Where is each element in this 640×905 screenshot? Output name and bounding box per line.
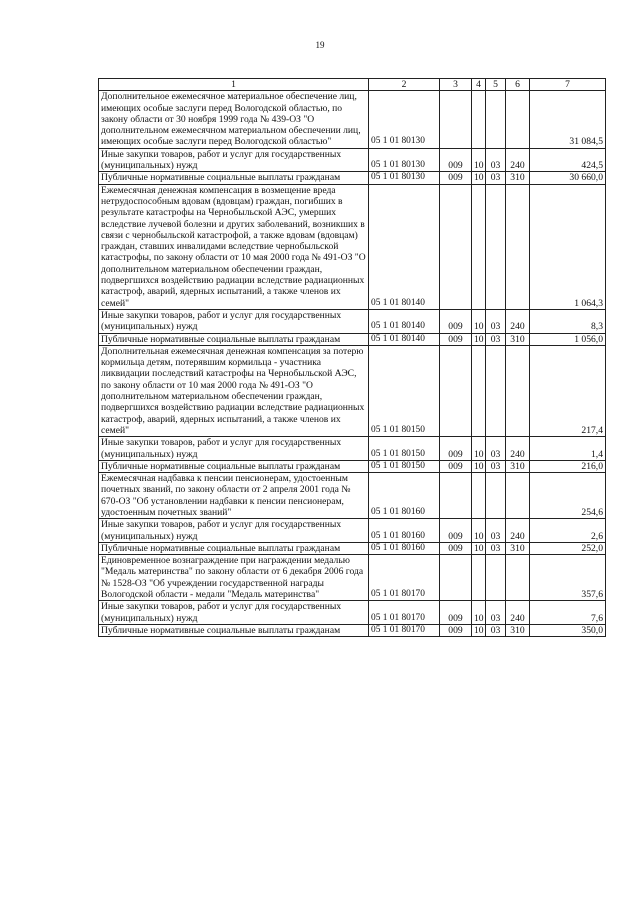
cell-c5 bbox=[486, 345, 506, 436]
cell-c5: 03 bbox=[486, 601, 506, 625]
cell-c3: 009 bbox=[440, 519, 472, 543]
cell-c6: 310 bbox=[506, 460, 530, 472]
table-row bbox=[99, 345, 606, 436]
cell-c3: 009 bbox=[440, 624, 472, 636]
cell-amount: 1 056,0 bbox=[530, 333, 606, 345]
cell-name: Публичные нормативные социальные выплаты гражданам bbox=[99, 333, 369, 345]
header-cell: 1 bbox=[99, 79, 369, 91]
cell-name: Публичные нормативные социальные выплаты гражданам bbox=[99, 172, 369, 184]
cell-c3: 009 bbox=[440, 437, 472, 461]
header-cell: 3 bbox=[440, 79, 472, 91]
cell-c6: 240 bbox=[506, 309, 530, 333]
cell-name: Публичные нормативные социальные выплаты гражданам bbox=[99, 542, 369, 554]
cell-name: Иные закупки товаров, работ и услуг для государственных (муниципальных) нужд bbox=[99, 148, 369, 172]
cell-c6: 240 bbox=[506, 148, 530, 172]
cell-name: Ежемесячная денежная компенсация в возмещение вреда нетрудоспособным вдовам (вдовцам) граждан, погибших в результате катастрофы на Чернобыльской АЭС, умерших вследствие лучевой болезни и других заболеваний, возникших в связи с чернобыльской катастрофой, а также вдовам (вдовцам) граждан, ставших инвалидами вследствие чернобыльской катастрофы, по закону области от 10 мая 2000 года № 491-ОЗ "О дополнительном материальном обеспечении граждан, подвергшихся воздействию радиации вследствие радиационных катастроф, аварий, ядерных испытаний, а также членов их семей" bbox=[99, 184, 369, 309]
cell-amount: 216,0 bbox=[530, 460, 606, 472]
cell-code: 05 1 01 80140 bbox=[369, 184, 440, 309]
cell-c3: 009 bbox=[440, 309, 472, 333]
cell-code: 05 1 01 80130 bbox=[369, 172, 440, 184]
cell-amount: 252,0 bbox=[530, 542, 606, 554]
cell-c4 bbox=[472, 555, 486, 601]
cell-c5: 03 bbox=[486, 437, 506, 461]
table-row bbox=[99, 309, 606, 333]
cell-amount: 31 084,5 bbox=[530, 91, 606, 148]
cell-c4: 10 bbox=[472, 333, 486, 345]
cell-c3 bbox=[440, 555, 472, 601]
cell-c5: 03 bbox=[486, 542, 506, 554]
cell-amount: 1,4 bbox=[530, 437, 606, 461]
header-cell: 7 bbox=[530, 79, 606, 91]
cell-code: 05 1 01 80170 bbox=[369, 601, 440, 625]
cell-code: 05 1 01 80150 bbox=[369, 437, 440, 461]
cell-c4: 10 bbox=[472, 542, 486, 554]
cell-c3 bbox=[440, 91, 472, 148]
cell-code: 05 1 01 80160 bbox=[369, 519, 440, 543]
cell-c4 bbox=[472, 345, 486, 436]
cell-c5: 03 bbox=[486, 333, 506, 345]
cell-amount: 217,4 bbox=[530, 345, 606, 436]
cell-name: Публичные нормативные социальные выплаты гражданам bbox=[99, 624, 369, 636]
cell-name: Единовременное вознаграждение при награждении медалью "Медаль материнства" по закону области от 6 декабря 2006 года № 1528-ОЗ "Об учреждении государственной награды Вологодской области - медали "Медаль материнства" bbox=[99, 555, 369, 601]
cell-c4: 10 bbox=[472, 624, 486, 636]
cell-c5 bbox=[486, 184, 506, 309]
table-row bbox=[99, 91, 606, 148]
cell-c5: 03 bbox=[486, 519, 506, 543]
table-row bbox=[99, 519, 606, 543]
cell-amount: 424,5 bbox=[530, 148, 606, 172]
cell-c6 bbox=[506, 555, 530, 601]
cell-code: 05 1 01 80140 bbox=[369, 333, 440, 345]
header-cell: 4 bbox=[472, 79, 486, 91]
cell-c6: 240 bbox=[506, 601, 530, 625]
cell-amount: 1 064,3 bbox=[530, 184, 606, 309]
cell-name: Иные закупки товаров, работ и услуг для государственных (муниципальных) нужд bbox=[99, 309, 369, 333]
cell-c6: 310 bbox=[506, 172, 530, 184]
cell-c5 bbox=[486, 555, 506, 601]
cell-c5: 03 bbox=[486, 172, 506, 184]
cell-amount: 8,3 bbox=[530, 309, 606, 333]
budget-table bbox=[98, 78, 606, 637]
cell-name: Дополнительное ежемесячное материальное обеспечение лиц, имеющих особые заслуги перед Вологодской областью, по закону области от 30 ноября 1999 года № 439-ОЗ "О дополнительном ежемесячном материальном обеспечении лиц, имеющих особые заслуги перед Вологодской областью" bbox=[99, 91, 369, 148]
cell-c5 bbox=[486, 473, 506, 519]
cell-code: 05 1 01 80160 bbox=[369, 473, 440, 519]
cell-amount: 30 660,0 bbox=[530, 172, 606, 184]
table-row bbox=[99, 148, 606, 172]
cell-c3: 009 bbox=[440, 601, 472, 625]
cell-c3 bbox=[440, 184, 472, 309]
cell-code: 05 1 01 80170 bbox=[369, 555, 440, 601]
table-row bbox=[99, 473, 606, 519]
cell-code: 05 1 01 80140 bbox=[369, 309, 440, 333]
table-row bbox=[99, 555, 606, 601]
table-row bbox=[99, 333, 606, 345]
table-row bbox=[99, 460, 606, 472]
cell-amount: 7,6 bbox=[530, 601, 606, 625]
cell-c3 bbox=[440, 345, 472, 436]
cell-amount: 357,6 bbox=[530, 555, 606, 601]
table-header-row bbox=[99, 79, 606, 91]
cell-c3: 009 bbox=[440, 172, 472, 184]
cell-c6: 240 bbox=[506, 519, 530, 543]
cell-c4: 10 bbox=[472, 172, 486, 184]
table-row bbox=[99, 184, 606, 309]
cell-c4: 10 bbox=[472, 601, 486, 625]
cell-amount: 2,6 bbox=[530, 519, 606, 543]
cell-code: 05 1 01 80130 bbox=[369, 91, 440, 148]
cell-c5 bbox=[486, 91, 506, 148]
cell-c6 bbox=[506, 473, 530, 519]
cell-c6: 310 bbox=[506, 542, 530, 554]
header-cell: 5 bbox=[486, 79, 506, 91]
cell-code: 05 1 01 80150 bbox=[369, 345, 440, 436]
cell-c6: 310 bbox=[506, 624, 530, 636]
cell-c4 bbox=[472, 473, 486, 519]
cell-c4 bbox=[472, 91, 486, 148]
cell-c6 bbox=[506, 91, 530, 148]
cell-code: 05 1 01 80160 bbox=[369, 542, 440, 554]
cell-c4: 10 bbox=[472, 148, 486, 172]
cell-c6 bbox=[506, 345, 530, 436]
cell-name: Публичные нормативные социальные выплаты гражданам bbox=[99, 460, 369, 472]
cell-c4: 10 bbox=[472, 519, 486, 543]
header-cell: 6 bbox=[506, 79, 530, 91]
cell-c6: 310 bbox=[506, 333, 530, 345]
cell-name: Ежемесячная надбавка к пенсии пенсионерам, удостоенным почетных званий, по закону области от 2 апреля 2001 года № 670-ОЗ "Об установлении надбавки к пенсии пенсионерам, удостоенным почетных званий" bbox=[99, 473, 369, 519]
cell-name: Иные закупки товаров, работ и услуг для государственных (муниципальных) нужд bbox=[99, 437, 369, 461]
cell-c3: 009 bbox=[440, 333, 472, 345]
cell-name: Иные закупки товаров, работ и услуг для государственных (муниципальных) нужд bbox=[99, 519, 369, 543]
table-row bbox=[99, 624, 606, 636]
cell-amount: 350,0 bbox=[530, 624, 606, 636]
cell-c4 bbox=[472, 184, 486, 309]
table-row bbox=[99, 601, 606, 625]
page-number: 19 bbox=[315, 40, 325, 50]
cell-c4: 10 bbox=[472, 460, 486, 472]
cell-c5: 03 bbox=[486, 624, 506, 636]
cell-c4: 10 bbox=[472, 309, 486, 333]
cell-code: 05 1 01 80150 bbox=[369, 460, 440, 472]
cell-amount: 254,6 bbox=[530, 473, 606, 519]
cell-c3 bbox=[440, 473, 472, 519]
table-row bbox=[99, 542, 606, 554]
table-row bbox=[99, 437, 606, 461]
cell-code: 05 1 01 80170 bbox=[369, 624, 440, 636]
cell-c5: 03 bbox=[486, 148, 506, 172]
cell-name: Иные закупки товаров, работ и услуг для государственных (муниципальных) нужд bbox=[99, 601, 369, 625]
header-cell: 2 bbox=[369, 79, 440, 91]
cell-code: 05 1 01 80130 bbox=[369, 148, 440, 172]
cell-c3: 009 bbox=[440, 460, 472, 472]
cell-c6 bbox=[506, 184, 530, 309]
table-row bbox=[99, 172, 606, 184]
cell-c6: 240 bbox=[506, 437, 530, 461]
cell-name: Дополнительная ежемесячная денежная компенсация за потерю кормильца детям, потерявшим кормильца - участника ликвидации последствий катастрофы на Чернобыльской АЭС, по закону области от 10 мая 2000 года № 491-ОЗ "О дополнительном материальном обеспечении граждан, подвергшихся воздействию радиации вследствие радиационных катастроф, аварий, ядерных испытаний, а также членов их семей" bbox=[99, 345, 369, 436]
cell-c3: 009 bbox=[440, 542, 472, 554]
cell-c5: 03 bbox=[486, 460, 506, 472]
cell-c4: 10 bbox=[472, 437, 486, 461]
cell-c3: 009 bbox=[440, 148, 472, 172]
cell-c5: 03 bbox=[486, 309, 506, 333]
